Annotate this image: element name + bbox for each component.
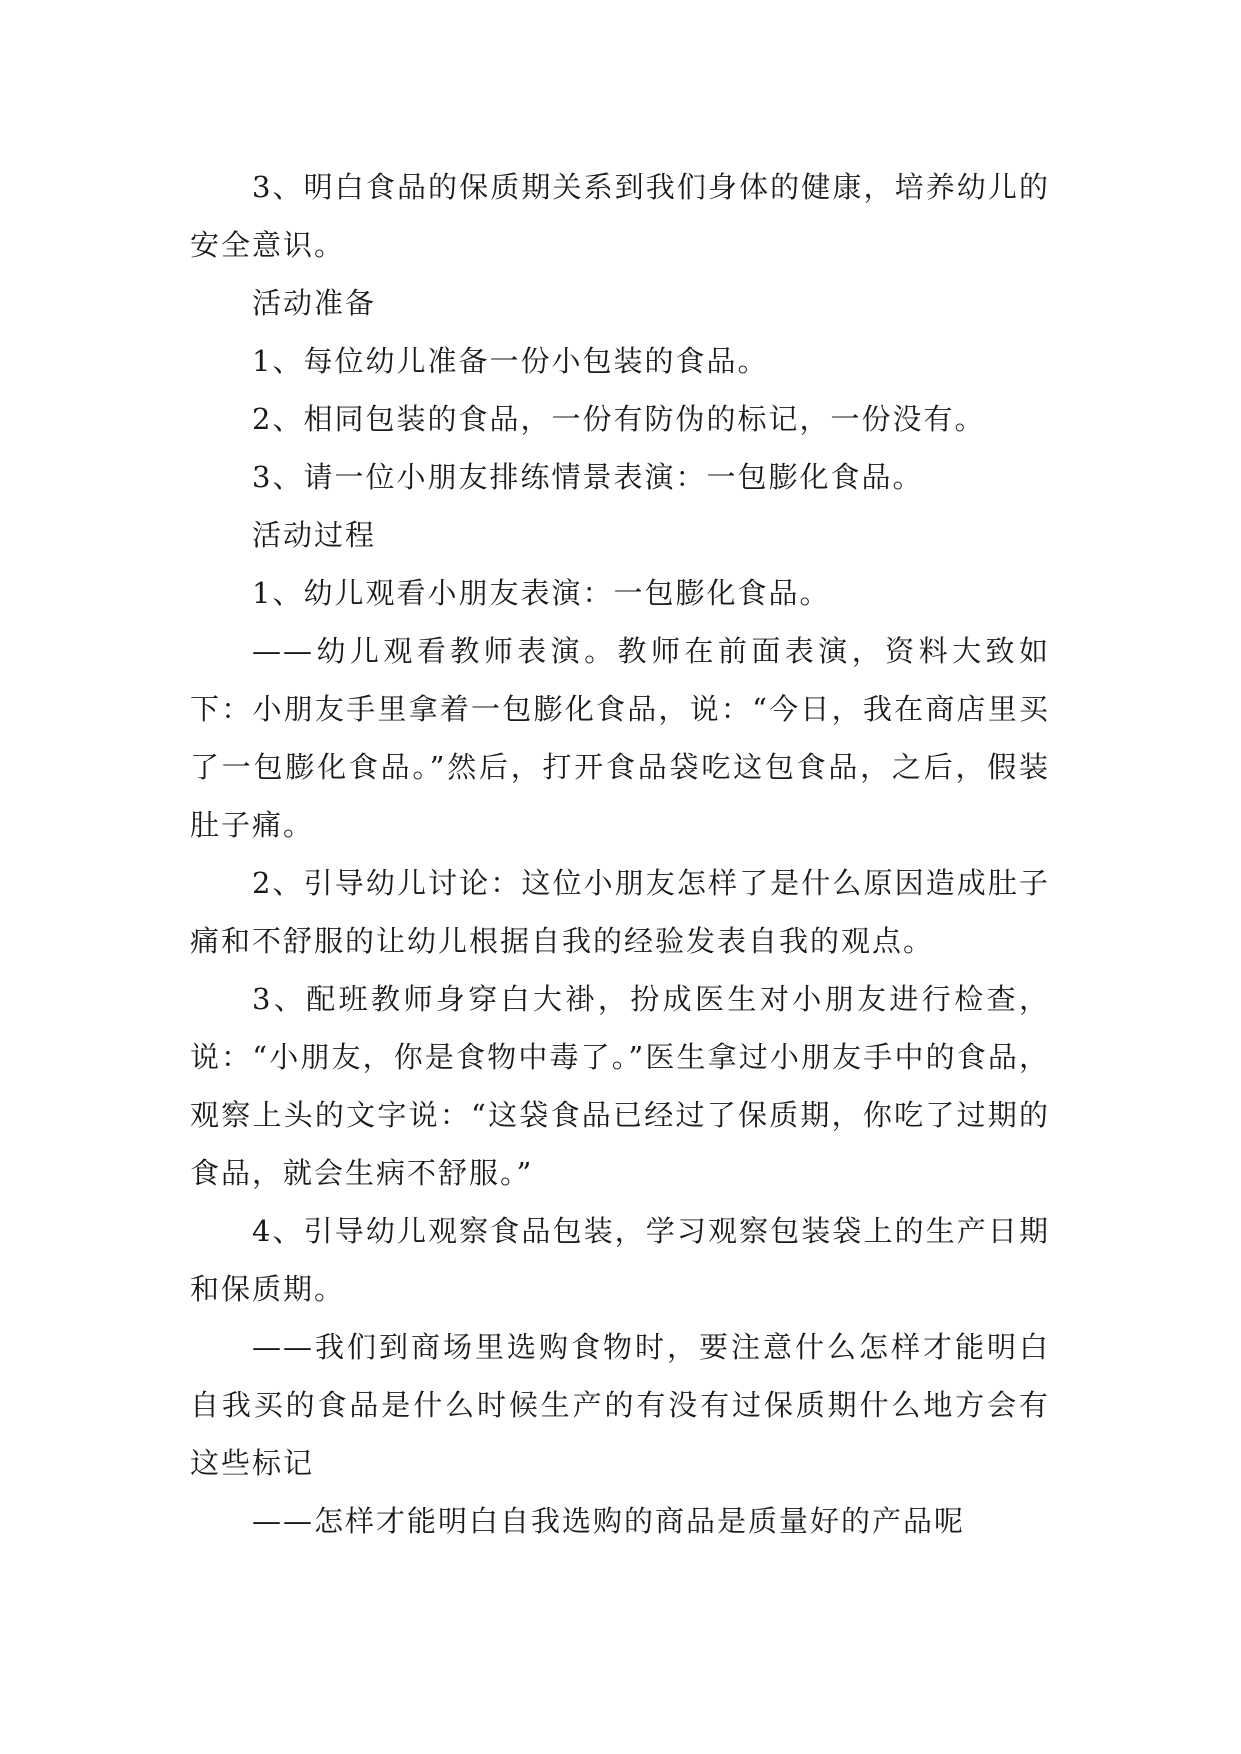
paragraph-process-4: 4、引导幼儿观察食品包装，学习观察包装袋上的生产日期和保质期。: [190, 1214, 1050, 1306]
section-heading-preparation: 活动准备: [252, 286, 377, 320]
paragraph-process-1-detail: ——幼儿观看教师表演。教师在前面表演，资料大致如下：小朋友手里拿着一包膨化食品，说：“今日，我在商店里买了一包膨化食品。”然后，打开食品袋吃这包食品，之后，假装肚子痛。: [190, 634, 1050, 842]
paragraph-prep-1: 1、每位幼儿准备一份小包装的食品。: [252, 344, 769, 378]
paragraph-process-3: 3、配班教师身穿白大褂，扮成医生对小朋友进行检查，说：“小朋友，你是食物中毒了。”医生拿过小朋友手中的食品，观察上头的文字说：“这袋食品已经过了保质期，你吃了过期的食品，就会生病不舒服。”: [190, 982, 1050, 1190]
section-heading-process: 活动过程: [252, 518, 377, 552]
paragraph-process-1: 1、幼儿观看小朋友表演：一包膨化食品。: [252, 576, 831, 610]
paragraph-prep-2: 2、相同包装的食品，一份有防伪的标记，一份没有。: [252, 402, 986, 436]
paragraph-process-4-question-1: ——我们到商场里选购食物时，要注意什么怎样才能明白自我买的食品是什么时候生产的有没有过保质期什么地方会有这些标记: [190, 1330, 1050, 1480]
document-body: [190, 158, 1050, 1550]
paragraph-process-2: 2、引导幼儿讨论：这位小朋友怎样了是什么原因造成肚子痛和不舒服的让幼儿根据自我的经验发表自我的观点。: [190, 866, 1050, 958]
paragraph-prep-3: 3、请一位小朋友排练情景表演：一包膨化食品。: [252, 460, 924, 494]
paragraph-process-4-question-2: ——怎样才能明白自我选购的商品是质量好的产品呢: [252, 1504, 966, 1538]
paragraph-goal-3: 3、明白食品的保质期关系到我们身体的健康，培养幼儿的安全意识。: [190, 170, 1050, 262]
